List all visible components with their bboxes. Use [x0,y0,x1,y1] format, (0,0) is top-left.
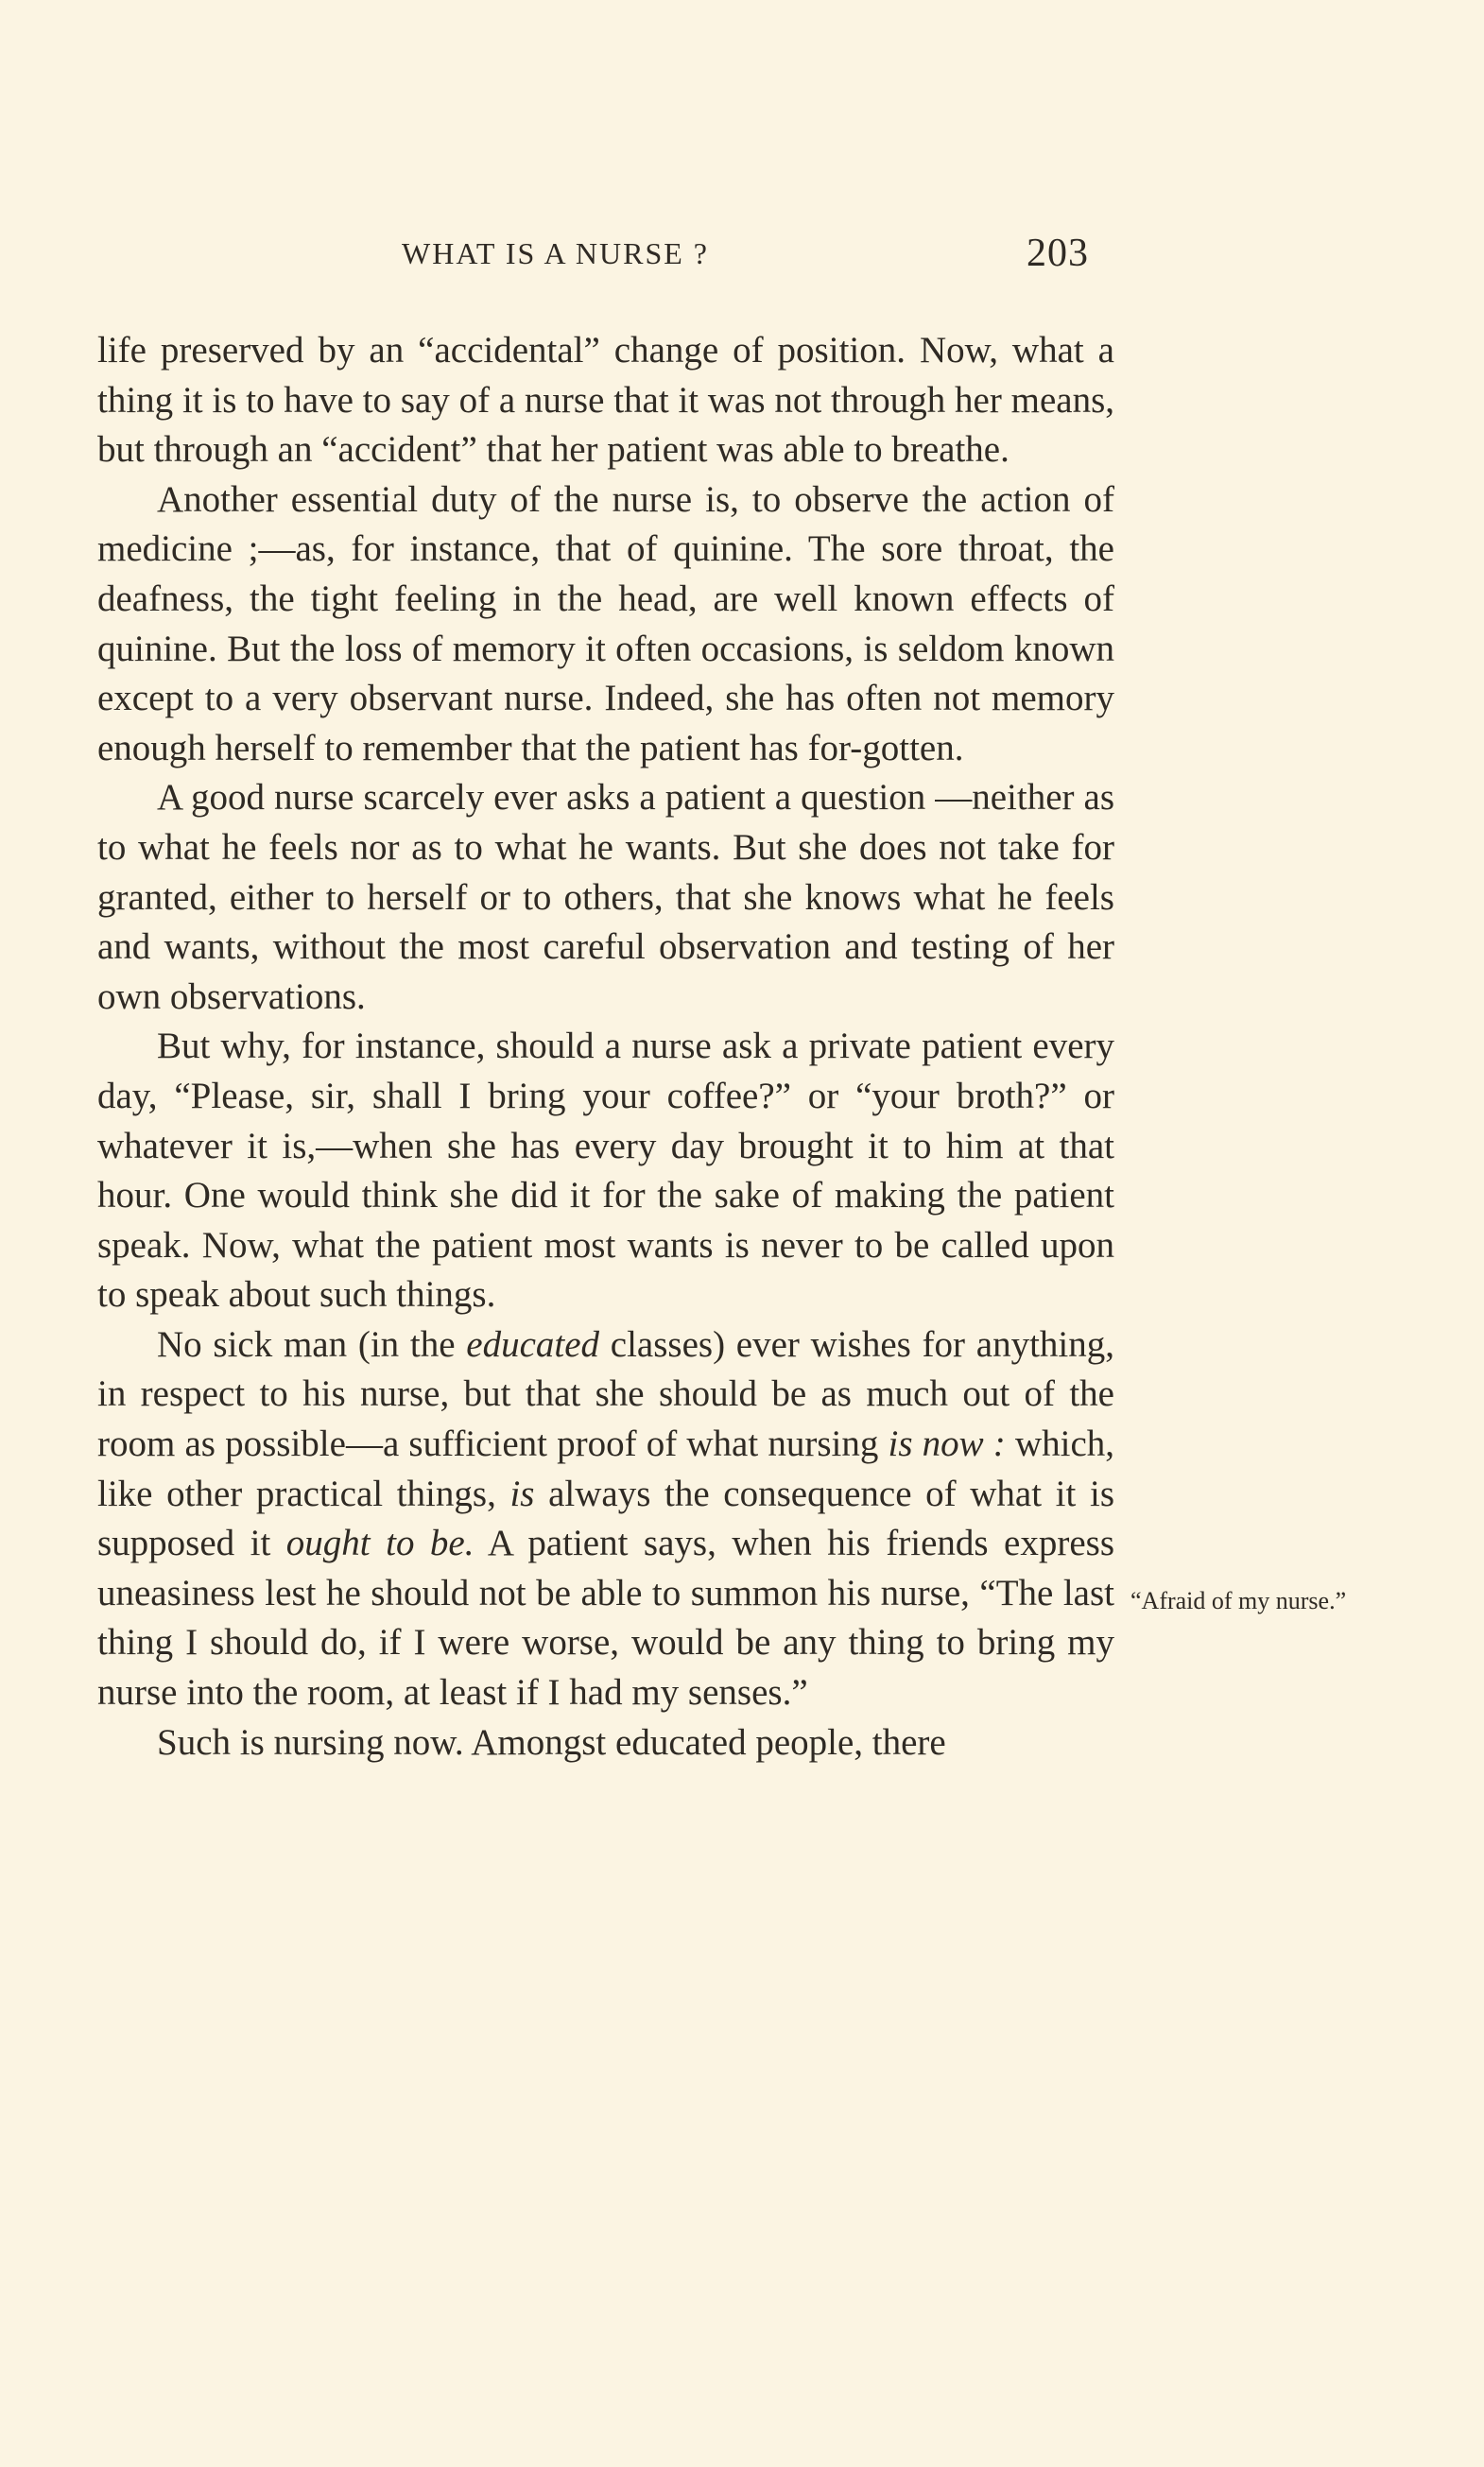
paragraph-6: Such is nursing now. Amongst educated people, there [157,1721,946,1763]
paragraph-5-text: which, like other practical things, [97,1423,1115,1514]
paragraph-5-text: A patient says, when his friends express uneasiness lest he should not be able to summon his nurse, “The last thing I should do, if I were worse, would be any thing to bring my nurse into the room, at least if I had my senses.” [97,1523,1114,1714]
paragraph-5-text: classes) ever wishes for anything, in respect to his nurse, but that she should be as much out of the room as possible—a sufficient proof of what nursing [97,1323,1114,1465]
italic-ought-to-be: ought to be. [285,1523,475,1564]
paragraph-4: But why, for instance, should a nurse ask a private patient every day, “Please, sir, shall I bring your coffee?” or “your broth?” or whatever it is,—when she has every day brought it to him at that hour. One would think she did it for the sake of making the patient speak. Now, what the patient most wants is never to be called upon to speak about such things. [97,1026,1114,1316]
italic-is: is [509,1473,535,1514]
page-number: 203 [1027,232,1089,275]
italic-is-now: is now : [888,1423,1006,1465]
italic-educated: educated [466,1323,600,1365]
running-head [402,232,1098,278]
paragraph-2: Another essential duty of the nurse is, to observe the action of medicine ;—as, for instance, that of quinine. The sore throat, the deafness, the tight feeling in the head, are well known effects of quinine. But the loss of memory it often occasions, is seldom known except to a very observant nurse. Indeed, she has often not memory enough herself to remember that the patient has for-gotten. [97,478,1114,768]
paragraph-1: life preserved by an “accidental” change of position. Now, what a thing it is to have to say of a nurse that it was not through her means, but through an “accident” that her patient was able to breathe. [97,330,1114,471]
paragraph-5-text: No sick man (in the [157,1323,467,1365]
paragraph-5-text: always the consequence of what it is supposed it [97,1473,1114,1564]
paragraph-5 [97,1320,1114,1718]
paragraph-3: A good nurse scarcely ever asks a patient a question —neither as to what he feels nor as to what he wants. But she does not take for granted, either to herself or to others, that she knows what he feels and wants, without the most careful observation and testing of her own observations. [97,777,1114,1017]
margin-note: “Afraid of my nurse.” [1130,1587,1347,1614]
running-title: WHAT IS A NURSE ? [402,236,709,270]
body-text [97,326,1114,1768]
